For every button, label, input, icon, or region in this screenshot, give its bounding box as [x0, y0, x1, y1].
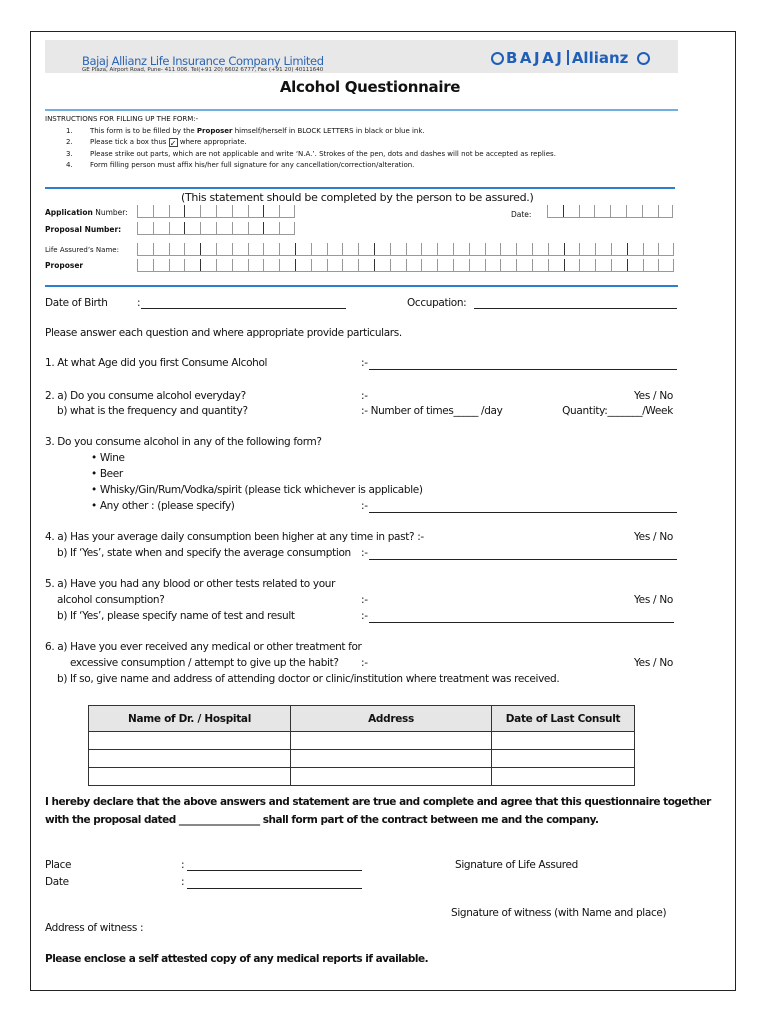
q3-option-beer[interactable]: • Beer	[91, 468, 123, 480]
table-cell[interactable]	[291, 750, 492, 768]
column-header: Date of Last Consult	[492, 706, 635, 732]
witness-address-label: Address of witness :	[45, 922, 144, 934]
life-assured-name-label: Life Assured’s Name:	[45, 246, 119, 254]
q4a-yes-no[interactable]: Yes / No	[633, 531, 673, 543]
q5b-text: b) If ‘Yes’, please specify name of test and result	[57, 610, 295, 622]
date-boxes[interactable]	[547, 205, 673, 218]
table-cell[interactable]	[291, 768, 492, 786]
instruction-item: 3. Please strike out parts, which are not applicable and write ‘N.A.’. Strokes of the pen, dots and dashes will not be accepted as replies.	[66, 150, 556, 158]
q1-sep: :-	[361, 357, 368, 369]
table-row	[89, 732, 635, 750]
dob-label: Date of Birth	[45, 297, 108, 309]
logo-divider	[567, 50, 569, 65]
q3-option-wine[interactable]: • Wine	[91, 452, 125, 464]
signature-witness: Signature of witness (with Name and place)	[451, 907, 667, 919]
footer-note: Please enclose a self attested copy of any medical reports if available.	[45, 953, 429, 965]
instruction-item: 2. Please tick a box thus ✓ where appropriate.	[66, 138, 247, 148]
occupation-label: Occupation:	[407, 297, 467, 309]
q4a-text: 4. a) Has your average daily consumption been higher at any time in past? :-	[45, 531, 424, 543]
table-row	[89, 750, 635, 768]
proposer-name-boxes[interactable]	[137, 259, 674, 272]
table-cell[interactable]	[291, 732, 492, 750]
column-header: Address	[291, 706, 492, 732]
table-cell[interactable]	[89, 750, 291, 768]
statement-note: (This statement should be completed by the person to be assured.)	[181, 191, 534, 204]
q3-other-field[interactable]	[369, 512, 677, 513]
date-label: Date:	[511, 210, 532, 219]
q5a-text: 5. a) Have you had any blood or other tests related to your	[45, 578, 336, 590]
q2a-yes-no[interactable]: Yes / No	[633, 390, 673, 402]
proposal-number-boxes[interactable]	[137, 222, 295, 235]
instruction-item: 4. Form filling person must affix his/her full signature for any cancellation/correction/alteration.	[66, 161, 415, 169]
date-sep: :	[181, 876, 185, 888]
q6a-yes-no[interactable]: Yes / No	[633, 657, 673, 669]
life-assured-name-boxes[interactable]	[137, 243, 674, 256]
instruction-item: 1. This form is to be filled by the Proposer himself/herself in BLOCK LETTERS in black or blue ink.	[66, 127, 425, 135]
treatment-table	[88, 705, 635, 786]
declaration-line-2: with the proposal dated _________________ shall form part of the contract between me and the company.	[45, 814, 599, 826]
q2b-frequency-field[interactable]: :- Number of times_____ /day	[361, 405, 503, 417]
q2b-quantity-field[interactable]: Quantity:_______/Week	[562, 405, 673, 417]
company-address: GE Plaza, Airport Road, Pune- 411 006. Tel(+91 20) 6602 6777, Fax (+91 20) 40111640	[82, 67, 324, 73]
q5a-yes-no[interactable]: Yes / No	[633, 594, 673, 606]
company-name: Bajaj Allianz Life Insurance Company Limited	[82, 54, 324, 68]
q2a-text: 2. a) Do you consume alcohol everyday?	[45, 390, 246, 402]
q6a-sep: :-	[361, 657, 368, 669]
proposal-number-label: Proposal Number:	[45, 225, 122, 234]
application-number-label: Application Number:	[45, 208, 128, 217]
table-cell[interactable]	[492, 750, 635, 768]
instructions-heading: INSTRUCTIONS FOR FILLING UP THE FORM:-	[45, 115, 199, 123]
place-label: Place	[45, 859, 72, 871]
q3-option-other[interactable]: • Any other : (please specify)	[91, 500, 235, 512]
q6a-text: 6. a) Have you ever received any medical or other treatment for	[45, 641, 362, 653]
bajaj-emblem-icon	[491, 52, 504, 65]
table-row	[89, 768, 635, 786]
date-label-bottom: Date	[45, 876, 69, 888]
table-cell[interactable]	[89, 732, 291, 750]
proposer-label: Proposer	[45, 261, 84, 270]
signature-life-assured: Signature of Life Assured	[455, 859, 578, 871]
intro-text: Please answer each question and where appropriate provide particulars.	[45, 327, 402, 339]
divider	[45, 187, 675, 189]
date-field[interactable]	[187, 888, 362, 889]
q4b-text: b) If ‘Yes’, state when and specify the average consumption	[57, 547, 351, 559]
q3-other-sep: :-	[361, 500, 368, 512]
q2a-sep: :-	[361, 390, 368, 402]
application-number-boxes[interactable]	[137, 205, 295, 218]
place-field[interactable]	[187, 870, 362, 871]
dob-field[interactable]	[141, 308, 346, 309]
q6b-text: b) If so, give name and address of attending doctor or clinic/institution where treatment was received.	[57, 673, 560, 685]
q5b-sep: :-	[361, 610, 368, 622]
q2b-text: b) what is the frequency and quantity?	[57, 405, 248, 417]
q4b-answer-field[interactable]	[369, 559, 677, 560]
table-cell[interactable]	[89, 768, 291, 786]
brand-logo: BAJAJ Allianz	[491, 49, 652, 67]
q1-answer-field[interactable]	[369, 369, 677, 370]
place-sep: :	[181, 859, 185, 871]
occupation-field[interactable]	[474, 308, 677, 309]
q3-option-spirits[interactable]: • Whisky/Gin/Rum/Vodka/spirit (please tick whichever is applicable)	[91, 484, 423, 496]
checkmark-icon: ✓	[169, 139, 177, 148]
table-cell[interactable]	[492, 732, 635, 750]
q1-text: 1. At what Age did you first Consume Alcohol	[45, 357, 268, 369]
q3-text: 3. Do you consume alcohol in any of the following form?	[45, 436, 322, 448]
divider	[45, 285, 678, 287]
q6a-text-cont: excessive consumption / attempt to give up the habit?	[70, 657, 339, 669]
q5a-text-cont: alcohol consumption?	[57, 594, 165, 606]
q4b-sep: :-	[361, 547, 368, 559]
dob-separator: :	[137, 297, 141, 309]
column-header: Name of Dr. / Hospital	[89, 706, 291, 732]
declaration-line-1: I hereby declare that the above answers and statement are true and complete and agree that this questionnaire together	[45, 796, 711, 808]
q5b-answer-field[interactable]	[369, 622, 674, 623]
table-cell[interactable]	[492, 768, 635, 786]
divider	[45, 109, 678, 111]
allianz-emblem-icon	[637, 52, 650, 65]
q5a-sep: :-	[361, 594, 368, 606]
page-title: Alcohol Questionnaire	[279, 78, 461, 96]
